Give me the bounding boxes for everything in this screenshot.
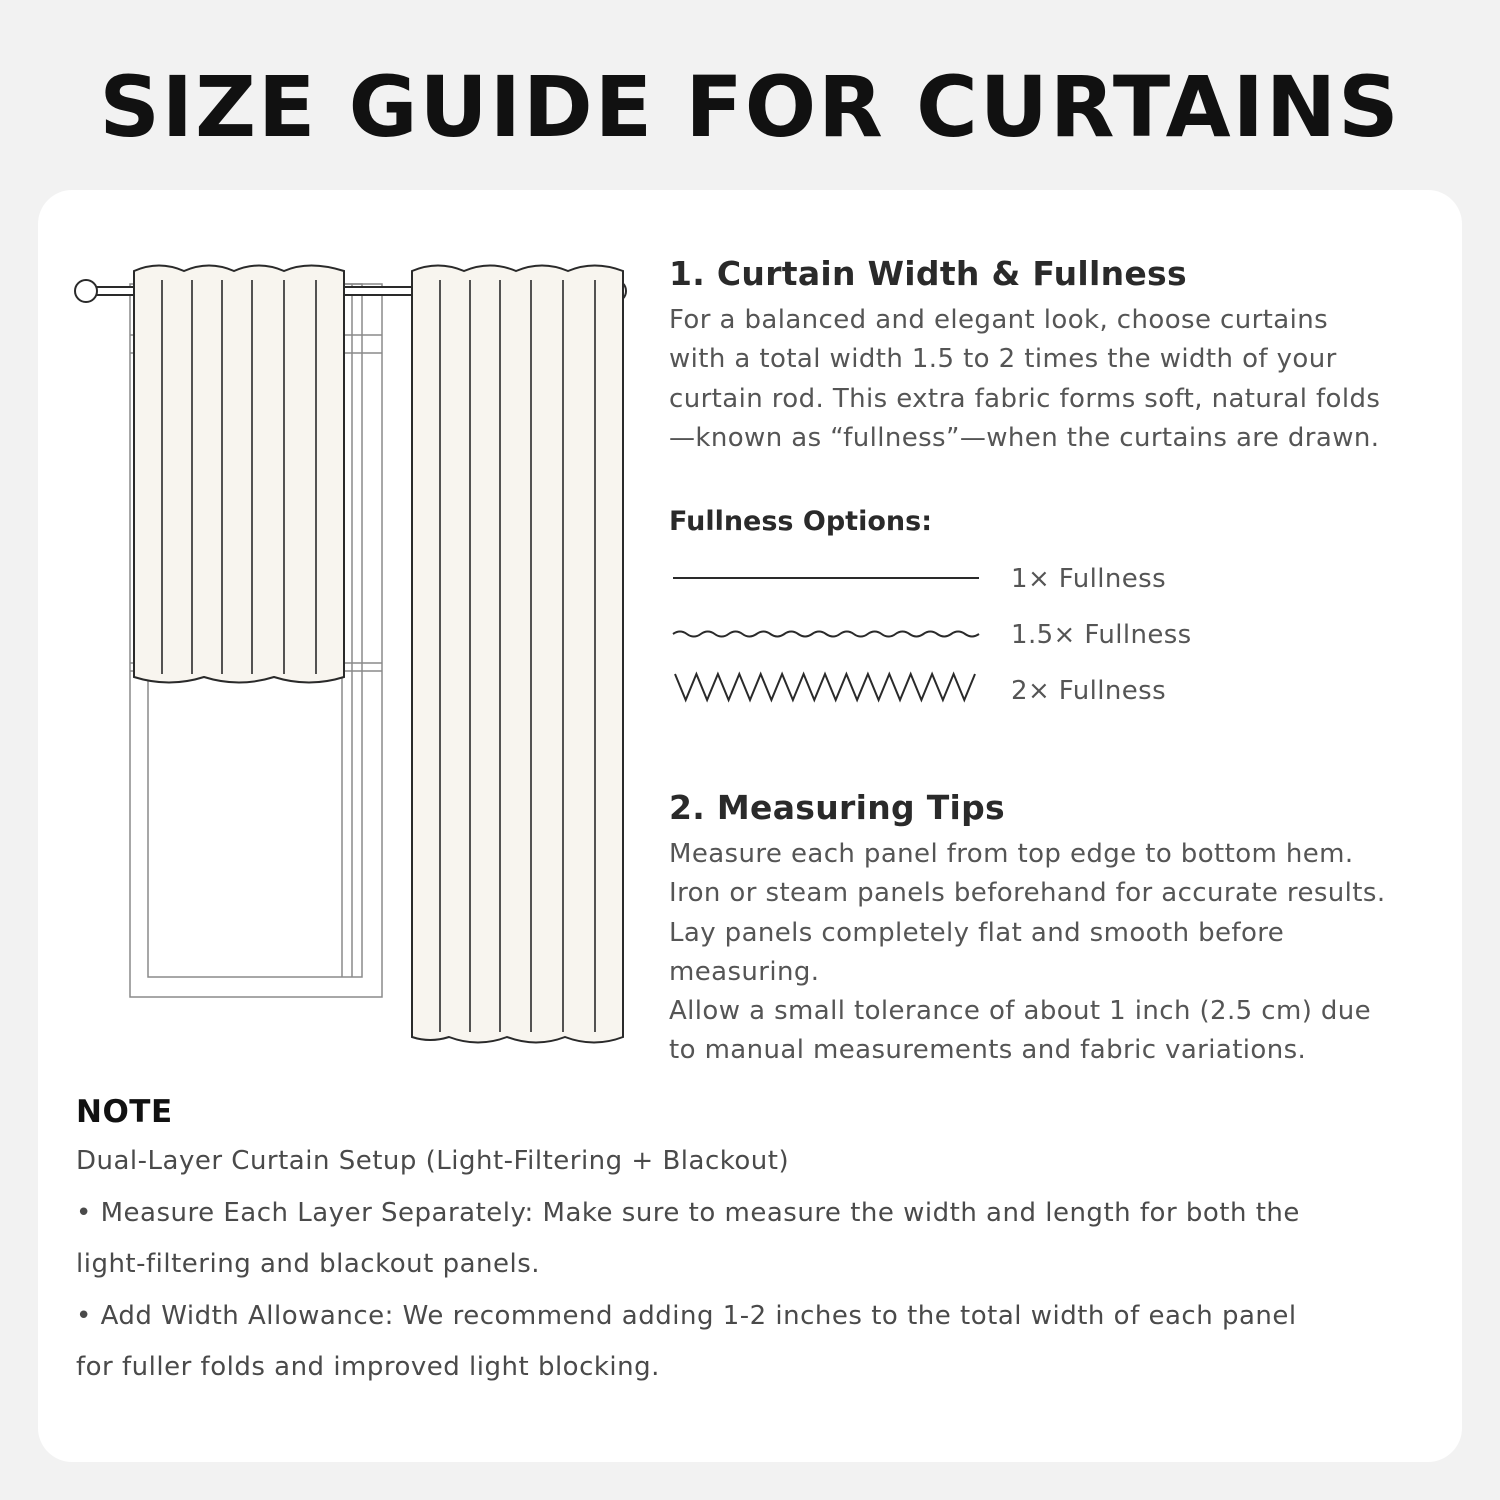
fullness-option [669,606,1269,662]
fullness-option-label: 2× Fullness [1011,676,1167,706]
section-body: Measure each panel from top edge to bottom hem. Iron or steam panels beforehand for accurate results. Lay panels completely flat and smooth before measuring. Allow a small tolerance of about 1 inch (2.5 cm) due to manual measurements and fabric variations. [669,839,1386,1066]
guide-card [38,190,1462,1462]
note-body: Dual-Layer Curtain Setup (Light-Filtering + Blackout) • Measure Each Layer Separately: Make sure to measure the width and length for both the light-filtering and blackout panels. • Add Width Allowance: We recommend adding 1-2 inches to the total width of each panel for fuller folds and improved light blocking. [76,1146,1300,1383]
fullness-option [669,550,1269,606]
section-body: For a balanced and elegant look, choose curtains with a total width 1.5 to 2 times the width of your curtain rod. This extra fabric forms soft, natural folds —known as “fullness”—when the curtains are drawn. [669,305,1381,453]
fullness-option [669,662,1269,718]
fullness-options-heading: Fullness Options: [669,506,932,537]
section-heading: 1. Curtain Width & Fullness [669,254,1187,293]
gentle-wave-icon [671,612,981,652]
straight-line-icon [671,556,981,596]
fullness-options-list [669,550,1269,718]
zigzag-wave-icon [671,668,981,708]
section-heading: 2. Measuring Tips [669,788,1005,827]
note-heading: NOTE [76,1094,173,1130]
rod-finial-left [75,280,97,302]
note-section [76,1094,1436,1394]
fullness-option-label: 1.5× Fullness [1011,620,1192,650]
curtain-panel-right [412,266,623,1043]
section-measuring-tips [669,788,1449,1071]
curtain-window-illustration [68,260,638,1060]
fullness-option-label: 1× Fullness [1011,564,1167,594]
section-curtain-width [669,254,1449,458]
page-title: SIZE GUIDE FOR CURTAINS [99,58,1401,156]
curtain-panel-left [134,266,344,683]
